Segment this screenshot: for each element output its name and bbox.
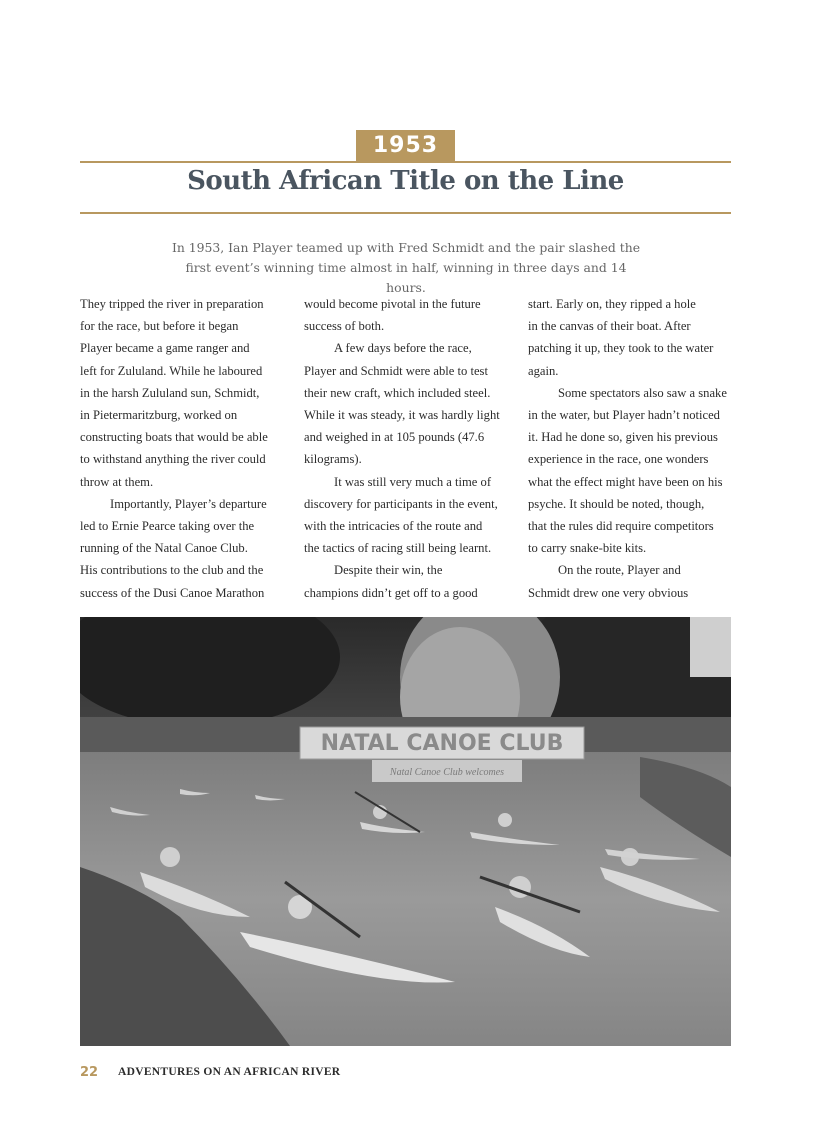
text-line: the tactics of racing still being learnt. xyxy=(304,541,492,556)
text-line: running of the Natal Canoe Club. xyxy=(80,541,248,556)
text-line: On the route, Player and xyxy=(558,563,681,578)
page-title: South African Title on the Line xyxy=(187,166,624,196)
running-footer-title: ADVENTURES ON AN AFRICAN RIVER xyxy=(118,1066,341,1078)
header-rule-bottom xyxy=(80,212,731,214)
text-line: to withstand anything the river could xyxy=(80,452,266,467)
text-line: it. Had he done so, given his previous xyxy=(528,430,718,445)
text-line: champions didn’t get off to a good xyxy=(304,585,478,600)
text-line: They tripped the river in preparation xyxy=(80,297,264,311)
sub-banner-text: Natal Canoe Club welcomes xyxy=(389,767,505,778)
text-line: It was still very much a time of xyxy=(334,474,492,489)
text-line: Schmidt drew one very obvious xyxy=(528,585,689,600)
year-badge xyxy=(356,130,455,161)
text-line: Some spectators also saw a snake xyxy=(558,385,727,400)
building xyxy=(690,617,731,677)
canoe-race-photo xyxy=(80,617,731,1046)
banner-text: NATAL CANOE CLUB xyxy=(320,731,564,756)
text-line: Importantly, Player’s departure xyxy=(110,496,267,511)
column-3 xyxy=(528,293,733,604)
text-line: Player became a game ranger and xyxy=(80,341,250,356)
text-line: and weighed in at 105 pounds (47.6 xyxy=(304,430,485,445)
text-line: discovery for participants in the event, xyxy=(304,496,498,511)
column-1 xyxy=(80,293,285,604)
intro-paragraph xyxy=(170,238,642,298)
text-line: start. Early on, they ripped a hole xyxy=(528,297,696,311)
text-line: success of the Dusi Canoe Marathon xyxy=(80,585,265,600)
text-line: psyche. It should be noted, though, xyxy=(528,496,705,511)
text-line: constructing boats that would be able xyxy=(80,430,268,445)
text-line: in the harsh Zululand sun, Schmidt, xyxy=(80,385,260,400)
text-line: in the canvas of their boat. After xyxy=(528,319,691,334)
photo-illustration xyxy=(80,617,731,1046)
text-line: Despite their win, the xyxy=(334,563,443,578)
text-line: success of both. xyxy=(304,319,385,334)
text-line: that the rules did require competitors xyxy=(528,519,714,534)
text-line: would become pivotal in the future xyxy=(304,297,481,311)
text-line: led to Ernie Pearce taking over the xyxy=(80,519,255,534)
body-columns xyxy=(80,293,731,605)
text-line: While it was steady, it was hardly light xyxy=(304,408,500,423)
text-line: for the race, but before it began xyxy=(80,319,239,334)
page-number: 22 xyxy=(80,1065,99,1080)
column-2 xyxy=(304,293,509,604)
text-line: Player and Schmidt were able to test xyxy=(304,363,488,378)
text-line: with the intricacies of the route and xyxy=(304,519,483,534)
intro-line: In 1953, Ian Player teamed up with Fred Schmidt and the pair slashed the xyxy=(171,240,641,255)
year-label: 1953 xyxy=(372,133,439,158)
intro-line: first event’s winning time almost in half, winning in three days and 14 hours. xyxy=(185,260,627,295)
text-line: His contributions to the club and the xyxy=(80,563,264,578)
header-rule-top xyxy=(80,161,731,163)
text-line: in the water, but Player hadn’t noticed xyxy=(528,408,720,423)
text-line: patching it up, they took to the water xyxy=(528,341,714,356)
text-line: their new craft, which included steel. xyxy=(304,385,491,400)
text-line: to carry snake-bite kits. xyxy=(528,541,647,556)
text-line: what the effect might have been on his xyxy=(528,474,723,489)
text-line: again. xyxy=(528,363,559,378)
text-line: experience in the race, one wonders xyxy=(528,452,709,467)
text-line: throw at them. xyxy=(80,474,154,489)
text-line: A few days before the race, xyxy=(334,341,472,356)
text-line: left for Zululand. While he laboured xyxy=(80,363,263,378)
text-line: kilograms). xyxy=(304,452,362,467)
text-line: in Pietermaritzburg, worked on xyxy=(80,408,238,423)
